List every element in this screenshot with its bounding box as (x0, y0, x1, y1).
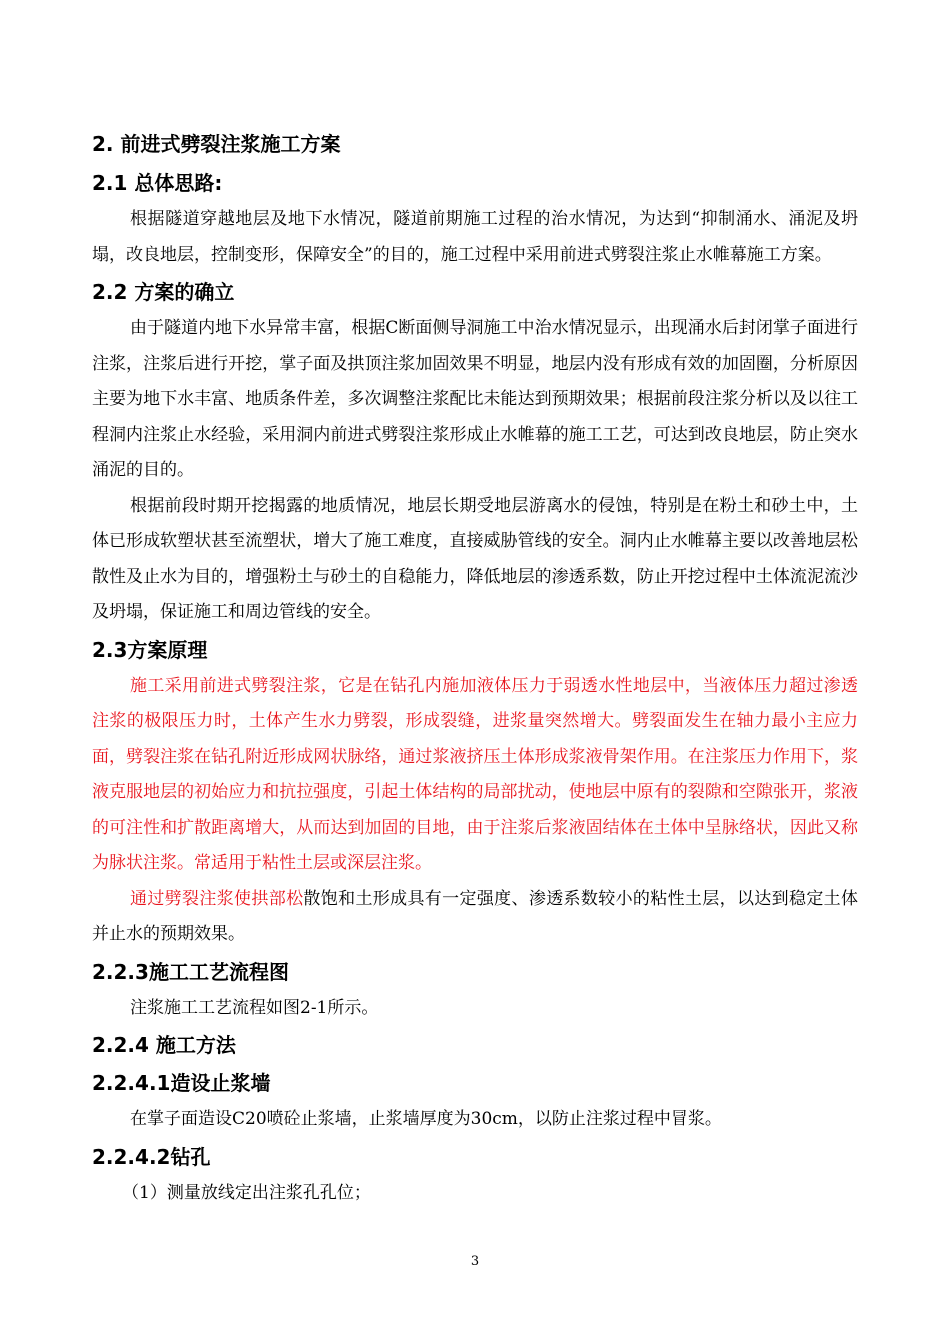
paragraph-2-2-b: 根据前段时期开挖揭露的地质情况，地层长期受地层游离水的侵蚀，特别是在粉土和砂土中，土体已形成软塑状甚至流塑状，增大了施工难度，直接威胁管线的安全。洞内止水帷幕主要以改善地层松散性及止水为目的，增强粉土与砂土的自稳能力，降低地层的渗透系数，防止开挖过程中土体流泥流沙及坍塌，保证施工和周边管线的安全。 (92, 495, 858, 622)
section-heading-2-2-4-2: 2.2.4.2钻孔 (92, 1144, 211, 1169)
paragraph-2-1: 根据隧道穿越地层及地下水情况，隧道前期施工过程的治水情况，为达到“抑制涌水、涌泥及坍塌，改良地层，控制变形，保障安全”的目的，施工过程中采用前进式劈裂注浆止水帷幕施工方案。 (92, 209, 858, 265)
section-heading-2: 2. 前进式劈裂注浆施工方案 (92, 132, 341, 156)
red-text-span: 通过劈裂注浆使拱部松 (130, 888, 304, 909)
section-heading-2-1: 2.1 总体思路: (92, 171, 223, 195)
normal-text-span: 散饱和土形成具有一定强度、渗透系数较小的粘性土层，以达到稳定土体并止水的预期效果。 (92, 888, 859, 944)
section-heading-2-2-4: 2.2.4 施工方法 (92, 1033, 236, 1057)
paragraph-2-3-b (92, 882, 858, 953)
section-heading-2-2-3: 2.2.3施工工艺流程图 (92, 959, 289, 984)
paragraph-2-2-4-1: 在掌子面造设C20喷砼止浆墙，止浆墙厚度为30cm，以防止注浆过程中冒浆。 (130, 1109, 722, 1129)
section-heading-2-2: 2.2 方案的确立 (92, 280, 235, 304)
paragraph-2-3-red: 施工采用前进式劈裂注浆，它是在钻孔内施加液体压力于弱透水性地层中，当液体压力超过渗透注浆的极限压力时，土体产生水力劈裂，形成裂缝，进浆量突然增大。劈裂面发生在轴力最小主应力面，劈裂注浆在钻孔附近形成网状脉络，通过浆液挤压土体形成浆液骨架作用。在注浆压力作用下，浆液克服地层的初始应力和抗拉强度，引起土体结构的局部扰动，使地层中原有的裂隙和空隙张开，浆液的可注性和扩散距离增大，从而达到加固的目地，由于注浆后浆液固结体在土体中呈脉络状，因此又称为脉状注浆。常适用于粘性土层或深层注浆。 (92, 675, 858, 873)
page-number: 3 (470, 1254, 480, 1269)
section-heading-2-2-4-1: 2.2.4.1造设止浆墙 (92, 1071, 271, 1095)
section-heading-2-3: 2.3方案原理 (92, 637, 208, 662)
paragraph-2-2-4-2-item-1: （1）测量放线定出注浆孔孔位； (122, 1182, 371, 1203)
paragraph-2-2-3: 注浆施工工艺流程如图2-1所示。 (130, 997, 379, 1018)
paragraph-2-2-a: 由于隧道内地下水异常丰富，根据C断面侧导洞施工中治水情况显示，出现涌水后封闭掌子面进行注浆，注浆后进行开挖，掌子面及拱顶注浆加固效果不明显，地层内没有形成有效的加固圈，分析原因主要为地下水丰富、地质条件差，多次调整注浆配比未能达到预期效果；根据前段注浆分析以及以往工程洞内注浆止水经验，采用洞内前进式劈裂注浆形成止水帷幕的施工工艺，可达到改良地层，防止突水涌泥的目的。 (92, 318, 858, 480)
